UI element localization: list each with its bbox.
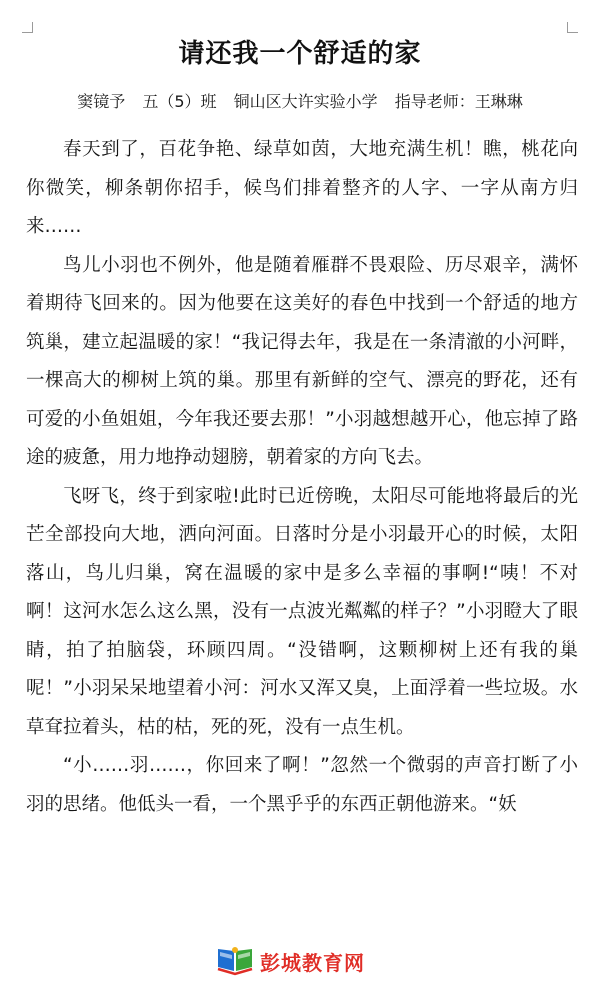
watermark-text: 彭城教育网 bbox=[260, 950, 365, 975]
page-corner-mark-left bbox=[22, 22, 33, 33]
page-corner-mark-right bbox=[567, 22, 578, 33]
author-name: 窦镜予 bbox=[77, 92, 126, 111]
paragraph-1: 春天到了，百花争艳、绿草如茵，大地充满生机！瞧，桃花向你微笑，柳条朝你招手，候鸟们排着整齐的人字、一字从南方归来…… bbox=[26, 139, 578, 237]
author-line bbox=[0, 90, 600, 114]
document-title: 请还我一个舒适的家 bbox=[178, 39, 422, 69]
paragraph-3: 飞呀飞，终于到家啦!此时已近傍晚，太阳尽可能地将最后的光芒全部投向大地，洒向河面。日落时分是小羽最开心的时候，太阳落山，鸟儿归巢，窝在温暖的家中是多么幸福的事啊!“咦！不对啊！这河水怎么这么黑，没有一点波光粼粼的样子？”小羽瞪大了眼睛，拍了拍脑袋，环顾四周。“没错啊，这颗柳树上还有我的巢呢！”小羽呆呆地望着小河：河水又浑又臭，上面浮着一些垃圾。水草耷拉着头，枯的枯，死的死，没有一点生机。 bbox=[26, 485, 578, 738]
teacher-name: 指导老师：王琳琳 bbox=[394, 92, 523, 111]
paragraph-4: “小……羽……，你回来了啊！”忽然一个微弱的声音打断了小羽的思绪。他低头一看，一个黑乎乎的东西正朝他游来。“妖 bbox=[26, 755, 578, 815]
essay-body bbox=[26, 131, 578, 824]
school-name: 铜山区大许实验小学 bbox=[233, 92, 378, 111]
watermark-logo bbox=[214, 944, 365, 978]
class-name: 五（5）班 bbox=[142, 92, 217, 111]
book-logo-icon bbox=[214, 946, 256, 976]
paragraph-2: 鸟儿小羽也不例外，他是随着雁群不畏艰险、历尽艰辛，满怀着期待飞回来的。因为他要在这美好的春色中找到一个舒适的地方筑巢，建立起温暖的家！“我记得去年，我是在一条清澈的小河畔，一棵高大的柳树上筑的巢。那里有新鲜的空气、漂亮的野花，还有可爱的小鱼姐姐，今年我还要去那！”小羽越想越开心，他忘掉了路途的疲惫，用力地挣动翅膀，朝着家的方向飞去。 bbox=[26, 254, 578, 468]
